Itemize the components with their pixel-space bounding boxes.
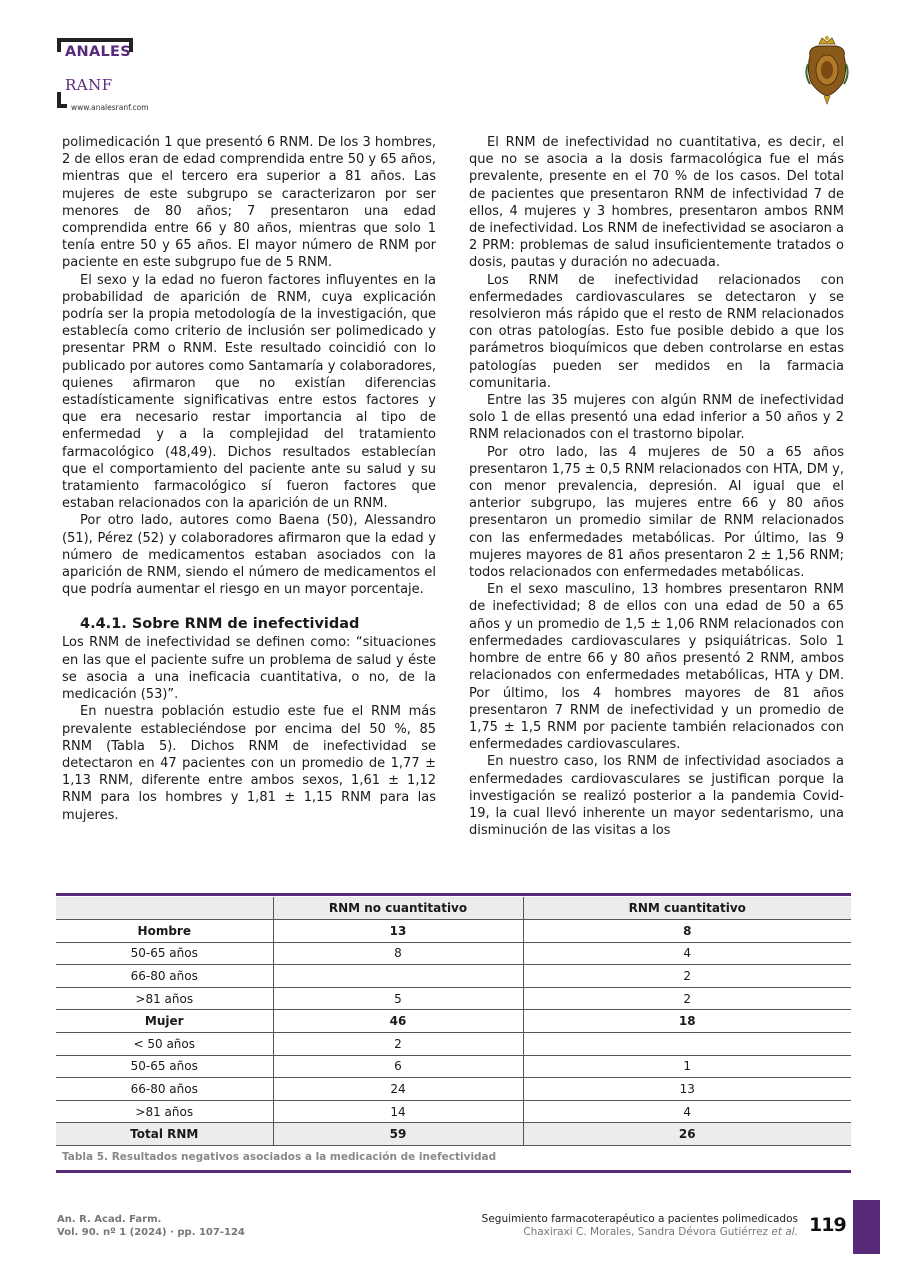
cell-cuantitativo: 4 <box>523 1100 851 1123</box>
table-row <box>56 1033 851 1056</box>
logo-anales-text: ANALES <box>65 44 131 60</box>
paragraph: El sexo y la edad no fueron factores influyentes en la probabilidad de aparición de RNM, cuya explicación podría ser la propia metodología de la investigación, que establecía como criterio de inclusión ser polimedicado y presentar PRM o RNM. Este resultado coincidió con lo publicado por autores como Santamaría y colaboradores, quienes afirmaron que no existían diferencias estadísticamente significativas entre estos factores y que era necesario restar importancia al tipo de enfermedad y a la complejidad del tratamiento farmacológico (48,49). Dichos resultados establecían que el comportamiento del paciente ante su salud y su tratamiento farmacológico sí fueron factores que estaban relacionados con la aparición de un RNM. <box>62 272 436 512</box>
page-accent-bar <box>853 1200 880 1254</box>
table-row <box>56 920 851 943</box>
author-names: Chaxiraxi C. Morales, Sandra Dévora Gutiérrez <box>523 1226 769 1238</box>
table-row <box>56 942 851 965</box>
cell-cuantitativo: 2 <box>523 965 851 988</box>
logo-ranf-text: RANF <box>65 76 113 94</box>
table-row <box>56 1078 851 1101</box>
paragraph: El RNM de inefectividad no cuantitativa, es decir, el que no se asocia a la dosis farmacológica fue el más prevalente, presente en el 70 % de los casos. Del total de pacientes que presentaron RNM de infectividad 7 de ellos, 4 mujeres y 3 hombres, presentaron ambos RNM de inefectividad. Los RNM de inefectividad se asociaron a 2 PRM: problemas de salud insuficientemente tratados o dosis, pautas y duración no adecuada. <box>469 135 844 271</box>
table-top-rule <box>56 893 851 896</box>
paragraph: Por otro lado, las 4 mujeres de 50 a 65 años presentaron 1,75 ± 0,5 RNM relacionados con HTA, DM y, con menor prevalencia, depresión. Al igual que el anterior subgrupo, las mujeres entre 66 y 80 años presentaron un promedio similar de RNM relacionados con las enfermedades metabólicas. Por último, las 9 mujeres mayores de 81 años presentaron 2 ± 1,56 RNM; todos relacionados con enfermedades metabólicas. <box>469 444 844 581</box>
cell-no-cuantitativo: 8 <box>273 942 523 965</box>
journal-logo <box>57 38 177 118</box>
cell-no-cuantitativo: 5 <box>273 987 523 1010</box>
cell-cuantitativo: 2 <box>523 987 851 1010</box>
journal-url: www.analesranf.com <box>71 103 149 112</box>
article-reference <box>482 1213 798 1239</box>
table-header-cell: RNM cuantitativo <box>523 897 851 920</box>
cell-no-cuantitativo: 2 <box>273 1033 523 1056</box>
row-label: 50-65 años <box>56 942 273 965</box>
row-label: Mujer <box>56 1010 273 1033</box>
table-header-cell: RNM no cuantitativo <box>273 897 523 920</box>
paragraph: Los RNM de inefectividad relacionados con enfermedades cardiovasculares se detectaron y se resolvieron más rápido que el resto de RNM relacionados con otras patologías. Esto fue posible debido a que los parámetros bioquímicos que deben controlarse en estas patologías pueden ser medidos en la farmacia comunitaria. <box>469 272 844 391</box>
cell-no-cuantitativo: 13 <box>273 920 523 943</box>
left-text-column <box>62 134 436 824</box>
cell-cuantitativo: 4 <box>523 942 851 965</box>
table-bottom-rule <box>56 1170 851 1173</box>
cell-cuantitativo: 26 <box>523 1123 851 1146</box>
paragraph: Los RNM de inefectividad se definen como: “situaciones en las que el paciente sufre un problema de salud y éste se asocia a una ineficacia cuantitativa, o no, de la medicación (53)”. <box>62 635 436 703</box>
section-heading: 4.4.1. Sobre RNM de inefectividad <box>80 616 360 633</box>
table-total-row <box>56 1123 851 1146</box>
cell-no-cuantitativo: 14 <box>273 1100 523 1123</box>
right-text-column <box>469 134 844 839</box>
journal-volume: Vol. 90. nº 1 (2024) · pp. 107-124 <box>57 1227 245 1238</box>
cell-no-cuantitativo: 6 <box>273 1055 523 1078</box>
table-row <box>56 965 851 988</box>
row-label: 66-80 años <box>56 1078 273 1101</box>
row-label: 66-80 años <box>56 965 273 988</box>
row-label: 50-65 años <box>56 1055 273 1078</box>
row-label: Total RNM <box>56 1123 273 1146</box>
table-row <box>56 1100 851 1123</box>
table-row <box>56 987 851 1010</box>
logo-bracket-bottom <box>57 92 67 108</box>
table-header-row <box>56 897 851 920</box>
paragraph: Entre las 35 mujeres con algún RNM de inefectividad solo 1 de ellas presentó una edad inferior a 50 años y 2 RNM relacionados con el trastorno bipolar. <box>469 393 844 443</box>
cell-no-cuantitativo: 24 <box>273 1078 523 1101</box>
row-label: >81 años <box>56 987 273 1010</box>
table-header-cell <box>56 897 273 920</box>
paragraph: En el sexo masculino, 13 hombres presentaron RNM de inefectividad; 8 de ellos con una edad de 50 a 65 años y un promedio de 1,5 ± 1,06 RNM relacionados con enfermedades cardiovasculares y psiquiátricas. Solo 1 hombre de entre 66 y 80 años presentó 2 RNM, ambos relacionados con enfermedades metabólicas, HTA y DM. Por último, los 4 hombres mayores de 81 años presentaron 7 RNM de inefectividad y un promedio de 1,75 ± 1,5 RNM por paciente también relacionados con enfermedades cardiovasculares. <box>469 582 844 753</box>
journal-name: An. R. Acad. Farm. <box>57 1214 162 1225</box>
paragraph: En nuestro caso, los RNM de infectividad asociados a enfermedades cardiovasculares se justifican porque la investigación se realizó posterior a la pandemia Covid-19, la cual llevó inherente un mayor sedentarismo, una disminución de las visitas a los <box>469 754 844 839</box>
article-title: Seguimiento farmacoterapéutico a pacientes polimedicados <box>481 1213 798 1225</box>
table-row <box>56 1055 851 1078</box>
results-table <box>56 897 851 1146</box>
cell-cuantitativo: 13 <box>523 1078 851 1101</box>
paragraph: polimedicación 1 que presentó 6 RNM. De los 3 hombres, 2 de ellos eran de edad comprendida entre 50 y 65 años, mientras que el tercero era superior a 81 años. Las mujeres de este subgrupo se caracterizaron por ser menores de 80 años; 7 presentaron una edad comprendida entre 66 y 80 años, mientras que solo 1 tenía entre 50 y 65 años. El mayor número de RNM por paciente en este subgrupo fue de 5 RNM. <box>62 135 436 271</box>
paragraph: Por otro lado, autores como Baena (50), Alessandro (51), Pérez (52) y colaboradores afirmaron que la edad y número de medicamentos estaban asociados con la aparición de RNM, siendo el número de medicamentos el que podría aumentar el riesgo en un mayor porcentaje. <box>62 513 436 598</box>
cell-cuantitativo <box>523 1033 851 1056</box>
cell-cuantitativo: 18 <box>523 1010 851 1033</box>
row-label: Hombre <box>56 920 273 943</box>
article-authors <box>482 1226 798 1239</box>
journal-citation <box>57 1213 245 1239</box>
cell-cuantitativo: 8 <box>523 920 851 943</box>
cell-cuantitativo: 1 <box>523 1055 851 1078</box>
cell-no-cuantitativo <box>273 965 523 988</box>
row-label: >81 años <box>56 1100 273 1123</box>
table-row <box>56 1010 851 1033</box>
cell-no-cuantitativo: 59 <box>273 1123 523 1146</box>
academy-crest-icon <box>804 34 850 106</box>
et-al: et al. <box>771 1226 798 1238</box>
page-number: 119 <box>809 1214 846 1236</box>
table-caption: Tabla 5. Resultados negativos asociados a la medicación de inefectividad <box>62 1151 497 1163</box>
cell-no-cuantitativo: 46 <box>273 1010 523 1033</box>
paragraph: En nuestra población estudio este fue el RNM más prevalente estableciéndose por encima del 50 %, 85 RNM (Tabla 5). Dichos RNM de inefectividad se detectaron en 47 pacientes con un promedio de 1,77 ± 1,13 RNM, diferente entre ambos sexos, 1,61 ± 1,12 RNM para los hombres y 1,81 ± 1,15 RNM para las mujeres. <box>62 704 436 823</box>
row-label: < 50 años <box>56 1033 273 1056</box>
